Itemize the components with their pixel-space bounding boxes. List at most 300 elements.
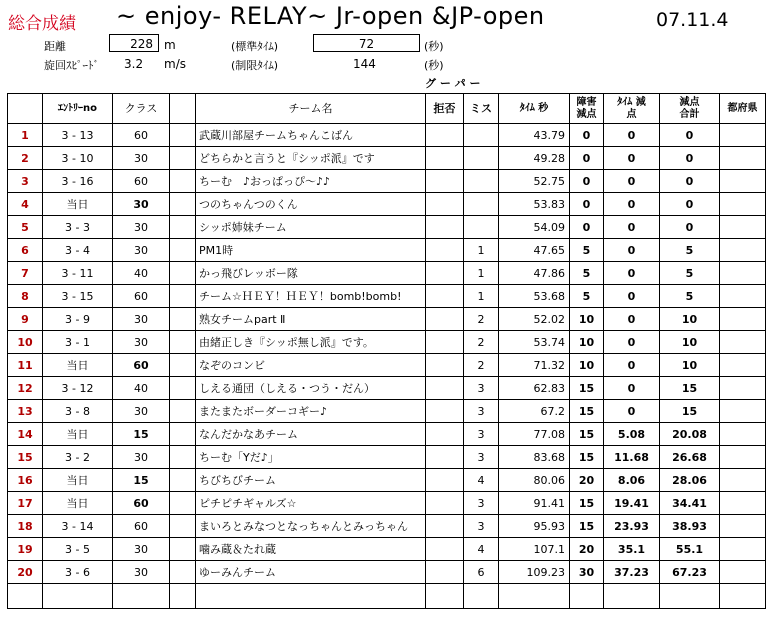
class-cell: 15 xyxy=(113,469,170,492)
results-table xyxy=(7,93,766,609)
blank-cell xyxy=(170,170,196,193)
rank-cell: 4 xyxy=(8,193,43,216)
refusal-cell xyxy=(426,285,464,308)
total-penalty-cell: 15 xyxy=(660,377,720,400)
blank-cell xyxy=(170,262,196,285)
rank-cell: 14 xyxy=(8,423,43,446)
miss-cell: 3 xyxy=(464,492,499,515)
refusal-cell xyxy=(426,147,464,170)
table-row xyxy=(8,446,766,469)
time-cell: 71.32 xyxy=(499,354,570,377)
limit-time-label: (制限ﾀｲﾑ) xyxy=(231,59,279,72)
miss-cell xyxy=(464,147,499,170)
table-row xyxy=(8,515,766,538)
miss-cell: 6 xyxy=(464,561,499,584)
prefecture-cell xyxy=(720,285,766,308)
miss-cell: 3 xyxy=(464,377,499,400)
table-row xyxy=(8,124,766,147)
miss-cell: 3 xyxy=(464,400,499,423)
table-row xyxy=(8,377,766,400)
total-penalty-cell: 0 xyxy=(660,124,720,147)
team-name-cell: ゆーみんチーム xyxy=(196,561,426,584)
header-team: チーム名 xyxy=(196,94,426,124)
table-row xyxy=(8,538,766,561)
time-penalty-cell: 0 xyxy=(604,354,660,377)
team-name-cell xyxy=(196,584,426,609)
table-row xyxy=(8,469,766,492)
table-row xyxy=(8,400,766,423)
entry-cell: 3 - 16 xyxy=(43,170,113,193)
prefecture-cell xyxy=(720,561,766,584)
rank-cell: 2 xyxy=(8,147,43,170)
header-prefecture: 都府県 xyxy=(720,94,766,124)
refusal-cell xyxy=(426,124,464,147)
time-penalty-cell: 0 xyxy=(604,147,660,170)
miss-cell: 2 xyxy=(464,331,499,354)
limit-time-value: 144 xyxy=(353,57,376,71)
entry-cell: 3 - 6 xyxy=(43,561,113,584)
obstacle-penalty-cell: 0 xyxy=(570,147,604,170)
team-name-cell: 熟女チームpart Ⅱ xyxy=(196,308,426,331)
refusal-cell xyxy=(426,239,464,262)
time-cell: 109.23 xyxy=(499,561,570,584)
team-name-cell: ちーむ ♪おっぱっぴ～♪♪ xyxy=(196,170,426,193)
prefecture-cell xyxy=(720,469,766,492)
time-cell: 53.83 xyxy=(499,193,570,216)
blank-cell xyxy=(170,446,196,469)
time-cell: 52.02 xyxy=(499,308,570,331)
team-name-cell: かっ飛びレッボー隊 xyxy=(196,262,426,285)
refusal-cell xyxy=(426,193,464,216)
speed-label: 旋回ｽﾋﾟｰﾄﾞ xyxy=(44,59,99,72)
miss-cell xyxy=(464,124,499,147)
obstacle-penalty-cell: 0 xyxy=(570,124,604,147)
total-penalty-cell: 26.68 xyxy=(660,446,720,469)
std-time-label: (標準ﾀｲﾑ) xyxy=(231,40,279,53)
time-penalty-cell: 19.41 xyxy=(604,492,660,515)
team-name-cell: またまたボーダーコギー♪ xyxy=(196,400,426,423)
class-cell: 60 xyxy=(113,354,170,377)
miss-cell: 2 xyxy=(464,354,499,377)
time-cell: 49.28 xyxy=(499,147,570,170)
team-name-cell: チーム☆ＨＥＹ！ＨＥＹ！bomb!bomb! xyxy=(196,285,426,308)
miss-cell: 1 xyxy=(464,239,499,262)
table-row xyxy=(8,239,766,262)
rank-cell: 16 xyxy=(8,469,43,492)
total-penalty-cell: 0 xyxy=(660,170,720,193)
class-cell: 60 xyxy=(113,285,170,308)
time-penalty-cell: 23.93 xyxy=(604,515,660,538)
class-cell: 30 xyxy=(113,147,170,170)
time-cell: 47.65 xyxy=(499,239,570,262)
table-row xyxy=(8,262,766,285)
miss-cell: 3 xyxy=(464,423,499,446)
header-blank xyxy=(170,94,196,124)
refusal-cell xyxy=(426,515,464,538)
class-cell: 30 xyxy=(113,308,170,331)
team-name-cell: 由緒正しき『シッポ無し派』です。 xyxy=(196,331,426,354)
time-penalty-cell: 0 xyxy=(604,262,660,285)
total-penalty-cell: 5 xyxy=(660,239,720,262)
class-cell: 30 xyxy=(113,400,170,423)
prefecture-cell xyxy=(720,446,766,469)
group-label: グ ー パ ー xyxy=(425,77,481,90)
team-name-cell: 噛み蔵＆たれ蔵 xyxy=(196,538,426,561)
time-cell xyxy=(499,584,570,609)
refusal-cell xyxy=(426,216,464,239)
total-penalty-cell: 10 xyxy=(660,331,720,354)
team-name-cell: シッポ姉妹チーム xyxy=(196,216,426,239)
refusal-cell xyxy=(426,469,464,492)
header-class: クラス xyxy=(113,94,170,124)
refusal-cell xyxy=(426,446,464,469)
blank-cell xyxy=(170,400,196,423)
total-penalty-cell: 67.23 xyxy=(660,561,720,584)
obstacle-penalty-cell: 5 xyxy=(570,285,604,308)
miss-cell: 1 xyxy=(464,285,499,308)
rank-cell: 3 xyxy=(8,170,43,193)
entry-cell: 3 - 9 xyxy=(43,308,113,331)
obstacle-penalty-cell: 30 xyxy=(570,561,604,584)
refusal-cell xyxy=(426,331,464,354)
time-cell: 53.68 xyxy=(499,285,570,308)
obstacle-penalty-cell: 10 xyxy=(570,354,604,377)
class-cell xyxy=(113,584,170,609)
miss-cell: 3 xyxy=(464,515,499,538)
rank-cell: 7 xyxy=(8,262,43,285)
entry-cell: 当日 xyxy=(43,193,113,216)
speed-unit: m/s xyxy=(164,57,186,71)
obstacle-penalty-cell: 0 xyxy=(570,193,604,216)
prefecture-cell xyxy=(720,193,766,216)
obstacle-penalty-cell: 5 xyxy=(570,239,604,262)
obstacle-penalty-cell: 15 xyxy=(570,377,604,400)
blank-cell xyxy=(170,584,196,609)
table-row-empty xyxy=(8,584,766,609)
time-cell: 62.83 xyxy=(499,377,570,400)
event-date: 07.11.4 xyxy=(656,9,729,31)
rank-cell: 8 xyxy=(8,285,43,308)
prefecture-cell xyxy=(720,377,766,400)
distance-unit: m xyxy=(164,38,176,52)
distance-value-box: 228 xyxy=(109,34,159,52)
time-cell: 43.79 xyxy=(499,124,570,147)
entry-cell: 3 - 10 xyxy=(43,147,113,170)
entry-cell: 3 - 1 xyxy=(43,331,113,354)
rank-cell: 18 xyxy=(8,515,43,538)
heading: 総合成績 xyxy=(8,14,76,34)
prefecture-cell xyxy=(720,124,766,147)
header-entry: ｴﾝﾄﾘｰno xyxy=(43,94,113,124)
class-cell: 30 xyxy=(113,331,170,354)
refusal-cell xyxy=(426,561,464,584)
rank-cell: 19 xyxy=(8,538,43,561)
total-penalty-cell: 10 xyxy=(660,354,720,377)
blank-cell xyxy=(170,124,196,147)
page-title: ~ enjoy- RELAY~ Jr-open &JP-open xyxy=(116,2,545,30)
entry-cell: 3 - 11 xyxy=(43,262,113,285)
time-penalty-cell: 0 xyxy=(604,124,660,147)
blank-cell xyxy=(170,538,196,561)
class-cell: 15 xyxy=(113,423,170,446)
prefecture-cell xyxy=(720,170,766,193)
team-name-cell: しえる通団（しえる・つう・だん） xyxy=(196,377,426,400)
time-cell: 95.93 xyxy=(499,515,570,538)
miss-cell xyxy=(464,584,499,609)
time-penalty-cell: 37.23 xyxy=(604,561,660,584)
header-total: 減点 合計 xyxy=(660,94,720,124)
class-cell: 30 xyxy=(113,561,170,584)
refusal-cell xyxy=(426,354,464,377)
class-cell: 30 xyxy=(113,239,170,262)
rank-cell: 10 xyxy=(8,331,43,354)
time-penalty-cell xyxy=(604,584,660,609)
time-cell: 67.2 xyxy=(499,400,570,423)
refusal-cell xyxy=(426,262,464,285)
distance-label: 距離 xyxy=(44,40,66,53)
total-penalty-cell: 15 xyxy=(660,400,720,423)
team-name-cell: PM1時 xyxy=(196,239,426,262)
rank-cell: 17 xyxy=(8,492,43,515)
time-penalty-cell: 0 xyxy=(604,377,660,400)
total-penalty-cell: 28.06 xyxy=(660,469,720,492)
refusal-cell xyxy=(426,308,464,331)
blank-cell xyxy=(170,515,196,538)
blank-cell xyxy=(170,308,196,331)
time-penalty-cell: 0 xyxy=(604,331,660,354)
table-row xyxy=(8,170,766,193)
std-time-unit: (秒) xyxy=(424,40,444,53)
obstacle-penalty-cell: 15 xyxy=(570,400,604,423)
table-row xyxy=(8,423,766,446)
miss-cell: 3 xyxy=(464,446,499,469)
prefecture-cell xyxy=(720,515,766,538)
class-cell: 40 xyxy=(113,377,170,400)
team-name-cell: 武蔵川部屋チームちゃんこばん xyxy=(196,124,426,147)
refusal-cell xyxy=(426,377,464,400)
entry-cell: 3 - 8 xyxy=(43,400,113,423)
blank-cell xyxy=(170,193,196,216)
blank-cell xyxy=(170,469,196,492)
obstacle-penalty-cell: 0 xyxy=(570,216,604,239)
entry-cell: 3 - 13 xyxy=(43,124,113,147)
time-penalty-cell: 0 xyxy=(604,193,660,216)
entry-cell: 3 - 2 xyxy=(43,446,113,469)
team-name-cell: ちーむ「Yだ♪」 xyxy=(196,446,426,469)
blank-cell xyxy=(170,216,196,239)
table-row xyxy=(8,193,766,216)
table-row xyxy=(8,492,766,515)
header-obstacle: 障害 減点 xyxy=(570,94,604,124)
prefecture-cell xyxy=(720,216,766,239)
obstacle-penalty-cell: 10 xyxy=(570,308,604,331)
time-cell: 47.86 xyxy=(499,262,570,285)
miss-cell: 1 xyxy=(464,262,499,285)
refusal-cell xyxy=(426,170,464,193)
class-cell: 60 xyxy=(113,170,170,193)
speed-value: 3.2 xyxy=(124,57,144,71)
rank-cell: 13 xyxy=(8,400,43,423)
obstacle-penalty-cell: 20 xyxy=(570,469,604,492)
total-penalty-cell: 5 xyxy=(660,262,720,285)
blank-cell xyxy=(170,561,196,584)
blank-cell xyxy=(170,285,196,308)
time-penalty-cell: 8.06 xyxy=(604,469,660,492)
class-cell: 60 xyxy=(113,124,170,147)
obstacle-penalty-cell: 15 xyxy=(570,423,604,446)
blank-cell xyxy=(170,354,196,377)
entry-cell: 3 - 12 xyxy=(43,377,113,400)
prefecture-cell xyxy=(720,354,766,377)
miss-cell xyxy=(464,216,499,239)
time-cell: 91.41 xyxy=(499,492,570,515)
entry-cell: 当日 xyxy=(43,354,113,377)
header-time: ﾀｲﾑ 秒 xyxy=(499,94,570,124)
class-cell: 30 xyxy=(113,193,170,216)
miss-cell: 4 xyxy=(464,469,499,492)
obstacle-penalty-cell: 15 xyxy=(570,446,604,469)
team-name-cell: ちびちびチーム xyxy=(196,469,426,492)
refusal-cell xyxy=(426,538,464,561)
rank-cell xyxy=(8,584,43,609)
refusal-cell xyxy=(426,584,464,609)
class-cell: 30 xyxy=(113,538,170,561)
entry-cell: 当日 xyxy=(43,469,113,492)
table-row xyxy=(8,561,766,584)
blank-cell xyxy=(170,377,196,400)
class-cell: 60 xyxy=(113,515,170,538)
class-cell: 40 xyxy=(113,262,170,285)
table-row xyxy=(8,331,766,354)
entry-cell: 3 - 5 xyxy=(43,538,113,561)
blank-cell xyxy=(170,331,196,354)
class-cell: 60 xyxy=(113,492,170,515)
table-row xyxy=(8,285,766,308)
time-cell: 107.1 xyxy=(499,538,570,561)
table-row xyxy=(8,308,766,331)
std-time-value-box: 72 xyxy=(313,34,420,52)
entry-cell: 3 - 15 xyxy=(43,285,113,308)
class-cell: 30 xyxy=(113,216,170,239)
entry-cell: 3 - 4 xyxy=(43,239,113,262)
team-name-cell: つのちゃんつのくん xyxy=(196,193,426,216)
time-penalty-cell: 5.08 xyxy=(604,423,660,446)
entry-cell xyxy=(43,584,113,609)
obstacle-penalty-cell: 10 xyxy=(570,331,604,354)
rank-cell: 9 xyxy=(8,308,43,331)
time-cell: 53.74 xyxy=(499,331,570,354)
prefecture-cell xyxy=(720,538,766,561)
rank-cell: 12 xyxy=(8,377,43,400)
total-penalty-cell: 10 xyxy=(660,308,720,331)
total-penalty-cell xyxy=(660,584,720,609)
time-penalty-cell: 0 xyxy=(604,216,660,239)
team-name-cell: どちらかと言うと『シッポ派』です xyxy=(196,147,426,170)
time-penalty-cell: 0 xyxy=(604,308,660,331)
table-row xyxy=(8,216,766,239)
class-cell: 30 xyxy=(113,446,170,469)
total-penalty-cell: 5 xyxy=(660,285,720,308)
table-row xyxy=(8,354,766,377)
total-penalty-cell: 55.1 xyxy=(660,538,720,561)
rank-cell: 5 xyxy=(8,216,43,239)
team-name-cell: まいろとみなつとなっちゃんとみっちゃん xyxy=(196,515,426,538)
refusal-cell xyxy=(426,423,464,446)
time-penalty-cell: 0 xyxy=(604,400,660,423)
blank-cell xyxy=(170,492,196,515)
team-name-cell: なんだかなあチーム xyxy=(196,423,426,446)
obstacle-penalty-cell xyxy=(570,584,604,609)
total-penalty-cell: 0 xyxy=(660,147,720,170)
obstacle-penalty-cell: 0 xyxy=(570,170,604,193)
prefecture-cell xyxy=(720,147,766,170)
header-rank xyxy=(8,94,43,124)
header-miss: ミス xyxy=(464,94,499,124)
total-penalty-cell: 20.08 xyxy=(660,423,720,446)
total-penalty-cell: 0 xyxy=(660,193,720,216)
entry-cell: 当日 xyxy=(43,492,113,515)
blank-cell xyxy=(170,147,196,170)
obstacle-penalty-cell: 15 xyxy=(570,515,604,538)
time-penalty-cell: 11.68 xyxy=(604,446,660,469)
rank-cell: 20 xyxy=(8,561,43,584)
header-refusal: 拒否 xyxy=(426,94,464,124)
refusal-cell xyxy=(426,492,464,515)
prefecture-cell xyxy=(720,239,766,262)
entry-cell: 当日 xyxy=(43,423,113,446)
blank-cell xyxy=(170,239,196,262)
miss-cell xyxy=(464,193,499,216)
obstacle-penalty-cell: 20 xyxy=(570,538,604,561)
table-header-row xyxy=(8,94,766,124)
limit-time-unit: (秒) xyxy=(424,59,444,72)
entry-cell: 3 - 14 xyxy=(43,515,113,538)
miss-cell xyxy=(464,170,499,193)
rank-cell: 1 xyxy=(8,124,43,147)
time-penalty-cell: 0 xyxy=(604,170,660,193)
obstacle-penalty-cell: 15 xyxy=(570,492,604,515)
time-cell: 80.06 xyxy=(499,469,570,492)
prefecture-cell xyxy=(720,400,766,423)
prefecture-cell xyxy=(720,308,766,331)
time-cell: 83.68 xyxy=(499,446,570,469)
refusal-cell xyxy=(426,400,464,423)
rank-cell: 6 xyxy=(8,239,43,262)
total-penalty-cell: 38.93 xyxy=(660,515,720,538)
time-cell: 54.09 xyxy=(499,216,570,239)
prefecture-cell xyxy=(720,584,766,609)
time-penalty-cell: 0 xyxy=(604,285,660,308)
miss-cell: 4 xyxy=(464,538,499,561)
team-name-cell: ピチピチギャルズ☆ xyxy=(196,492,426,515)
prefecture-cell xyxy=(720,331,766,354)
miss-cell: 2 xyxy=(464,308,499,331)
total-penalty-cell: 34.41 xyxy=(660,492,720,515)
header-time-penalty: ﾀｲﾑ 減 点 xyxy=(604,94,660,124)
time-cell: 52.75 xyxy=(499,170,570,193)
time-penalty-cell: 35.1 xyxy=(604,538,660,561)
entry-cell: 3 - 3 xyxy=(43,216,113,239)
time-cell: 77.08 xyxy=(499,423,570,446)
blank-cell xyxy=(170,423,196,446)
total-penalty-cell: 0 xyxy=(660,216,720,239)
prefecture-cell xyxy=(720,423,766,446)
rank-cell: 11 xyxy=(8,354,43,377)
obstacle-penalty-cell: 5 xyxy=(570,262,604,285)
prefecture-cell xyxy=(720,262,766,285)
rank-cell: 15 xyxy=(8,446,43,469)
time-penalty-cell: 0 xyxy=(604,239,660,262)
